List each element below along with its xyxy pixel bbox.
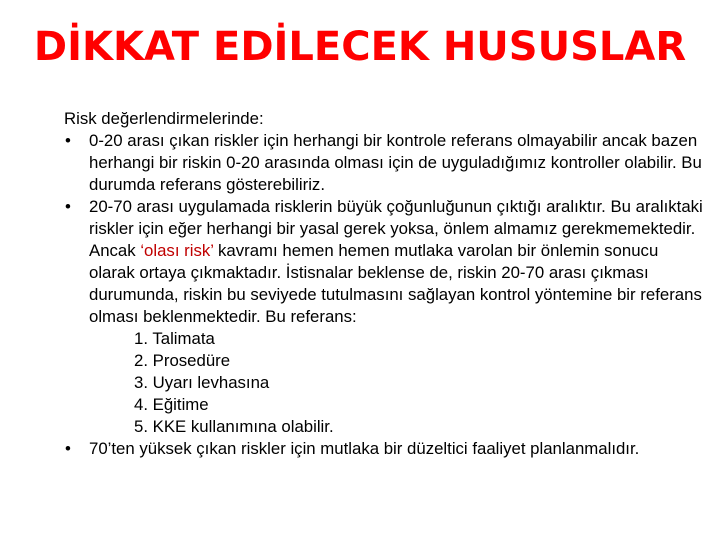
reference-item: 1. Talimata — [134, 329, 215, 348]
bullet-text-3: 70’ten yüksek çıkan riskler için mutlaka bir düzeltici faaliyet planlanmalıdır. — [89, 439, 640, 458]
page-title: DİKKAT EDİLECEK HUSUSLAR — [33, 24, 687, 70]
intro-text: Risk değerlendirmelerinde: — [64, 109, 264, 128]
bullet-text-1: 0-20 arası çıkan riskler için herhangi bir kontrole referans olmayabilir ancak bazen herhangi bir riskin 0-20 arasında olması için de uyguladığımız kontroller olabilir. Bu durumda referans gösterebiliriz. — [89, 131, 702, 194]
bullet-dot-icon: • — [65, 131, 71, 150]
highlight-olasi-risk: ‘olası risk’ — [140, 241, 214, 260]
bullet-text-2-part2: kavramı hemen hemen mutlaka varolan bir önlemin sonucu olarak ortaya çıkmaktadır. İstisnalar beklense de, riskin 20-70 arası çıkması durumunda, riskin bu seviyede tutulmasını sağlayan kontrol yöntemine bir referans olması beklenmektedir. Bu referans: — [89, 241, 702, 326]
reference-item: 5. KKE kullanımına olabilir. — [134, 417, 334, 436]
reference-item: 4. Eğitime — [134, 395, 209, 414]
reference-list — [89, 328, 704, 438]
bullet-item-2 — [64, 196, 704, 438]
content-body — [64, 108, 704, 460]
bullet-item-1 — [64, 130, 704, 196]
bullet-dot-icon: • — [65, 439, 71, 458]
reference-item: 3. Uyarı levhasına — [134, 373, 270, 392]
reference-item: 2. Prosedüre — [134, 351, 231, 370]
bullet-dot-icon: • — [65, 197, 71, 216]
bullet-item-3 — [64, 438, 704, 460]
bullet-text-2-part1: 20-70 arası uygulamada risklerin büyük çoğunluğunun çıktığı aralıktır. Bu aralıktaki riskler için eğer herhangi bir yasal gerek yoksa, önlem almamız gerekmemektedir. Ancak — [89, 197, 703, 260]
